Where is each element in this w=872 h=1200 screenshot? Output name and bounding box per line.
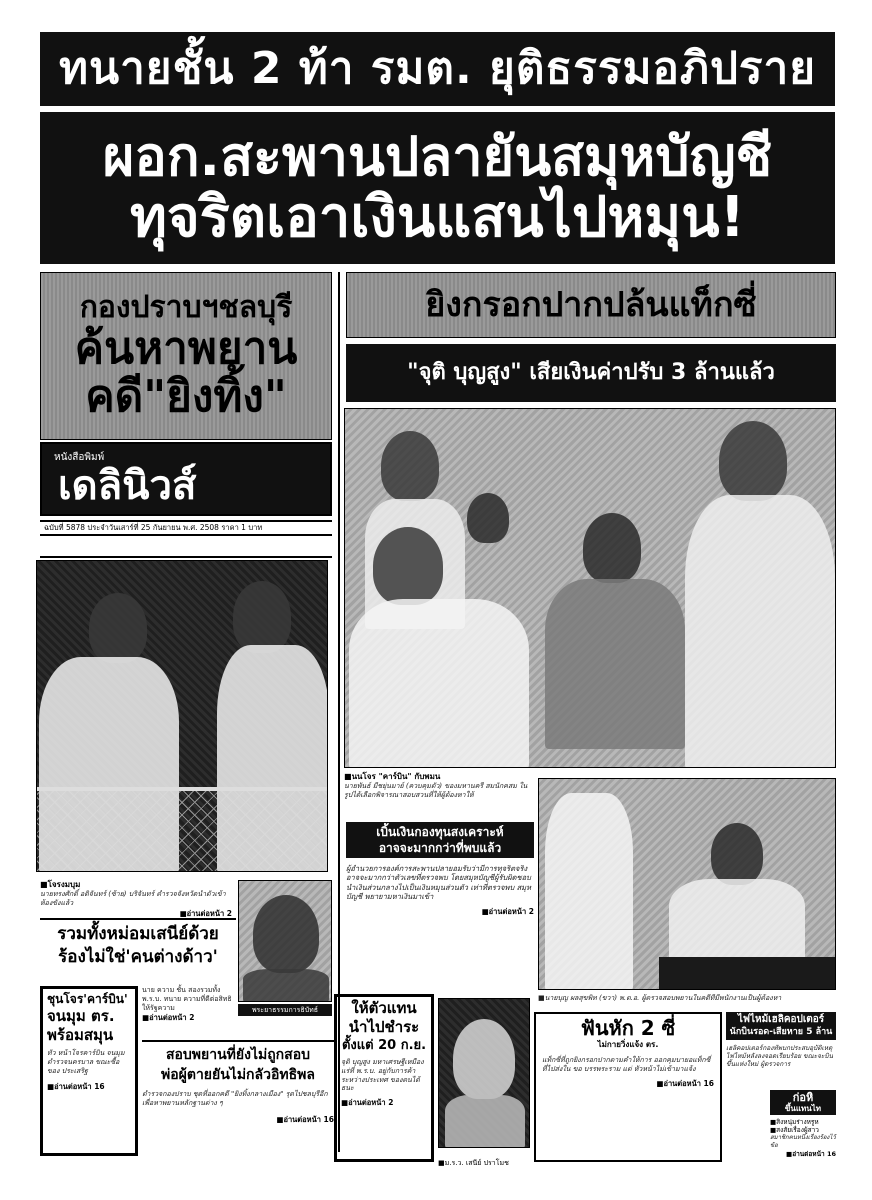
story-bottom-left-line2: พ่อผู้ตายยันไม่กลัวอิทธิพล bbox=[161, 1067, 315, 1083]
caption-left-photo bbox=[40, 880, 232, 918]
top-banner bbox=[40, 32, 835, 106]
masthead-tagline: หนังสือพิมพ์ bbox=[54, 452, 105, 463]
caption-right-photo bbox=[538, 994, 836, 1006]
column-rule bbox=[338, 272, 340, 1152]
left-banner-line2: ค้นหาพยาน bbox=[74, 323, 298, 374]
story-left-headline bbox=[40, 918, 236, 982]
index-box-title1: ก่อหิ bbox=[792, 1091, 814, 1104]
box-representative-line1: ให้ตัวแทน bbox=[351, 999, 417, 1017]
box-taxi-driver bbox=[534, 1012, 722, 1162]
index-item-2[interactable]: ■ สงสัยเรื่องผู้สาว bbox=[770, 1126, 836, 1134]
subhead-right-text: "จุติ บุญสูง" เสียเงินค่าปรับ 3 ล้านแล้ว bbox=[407, 360, 775, 385]
box-helicopter-line2: นักบินรอด-เสียหาย 5 ล้าน bbox=[729, 1027, 833, 1037]
portrait2-caption bbox=[438, 1150, 530, 1167]
story-left-body bbox=[142, 986, 236, 1036]
box-fund bbox=[346, 822, 534, 990]
story-bottom-left-line1: สอบพยานที่ยังไม่ถูกสอบ bbox=[165, 1047, 311, 1063]
index-box-header bbox=[770, 1090, 836, 1115]
box-helicopter-body: เฮลิคอปเตอร์กองทัพบกประสบอุบัติเหตุไฟไหม้หลังลงจอดเรียบร้อย ขณะจะบินขึ้นแห่งใหม่ ผู้ตรวจการ bbox=[726, 1044, 833, 1069]
portrait-seni bbox=[438, 998, 530, 1148]
box-representative-line2: นำไปชำระ bbox=[348, 1018, 420, 1036]
portrait-caption-text: พระยาธรรมการธิบัทธ์ bbox=[251, 1005, 319, 1014]
index-box-body: สมาชิกคนหนึ่งเรื่องร้องไว้ข้อ bbox=[770, 1134, 836, 1149]
story-left-headline-line2: ร้องไม่ใช่'คนต่างด้าว' bbox=[58, 947, 218, 967]
index-item-1[interactable]: ■ สิงหนุ่มร่างหรูห bbox=[770, 1118, 836, 1126]
masthead-issue-line bbox=[40, 520, 332, 536]
portrait2-caption-text: ■ ม.ร.ว. เสนีย์ ปราโมช bbox=[438, 1159, 509, 1167]
box-fund-body: ผู้อำนวยการองค์การสะพานปลายอมรับว่ามีการทุจริตจริง อาจจะมากกว่าตัวเลขที่ตรวจพบ โดยสมุหบัญชีผู้รับผิดชอบนำเงินส่วนกลางไปเป็นเงินหมุนส่วนตัว เท่าที่ตรวจพบ สมุหบัญชี พยายามหาเงินมาเข้า bbox=[346, 864, 532, 902]
story-bottom-left-body: ตำรวจกองปราบ ชุดที่ออกคดี "ยิงทิ้งกลางเมือง" รุดไปชลบุรีอีก เพื่อหาพยานหลักฐานต่าง ๆ bbox=[142, 1090, 328, 1107]
box-fund-line2: อาจจะมากกว่าที่พบแล้ว bbox=[378, 841, 502, 855]
portrait-official bbox=[238, 880, 332, 1002]
continued-p2-b[interactable]: ■ อ่านต่อหน้า 2 bbox=[142, 1012, 236, 1024]
caption-right-photo-text: ■ นายบุญ ผลสุขพิท (ขวา) พ.ต.อ. ผู้ตรวจสอบพยานในคดีที่มีพนักงานเป็นผู้ต้องหา bbox=[538, 994, 836, 1003]
box-representative-body: จุติ บุญสูง มหาเศรษฐีเหมืองแร่ที่ พ.ร.บ. อยู่กับการค้าระหว่างประเทศ ของตนได้ ธนะ bbox=[341, 1058, 424, 1093]
caption-main-photo bbox=[344, 772, 530, 820]
main-headline-line1: ผอก.สะพานปลายันสมุหบัญชี bbox=[102, 125, 773, 188]
top-banner-text: ทนายชั้น 2 ท้า รมต. ยุติธรรมอภิปราย bbox=[59, 43, 816, 94]
box-representative bbox=[334, 994, 434, 1162]
continued-p2[interactable]: ■ อ่านต่อหน้า 2 bbox=[40, 908, 232, 920]
box-bandit-body: ทัว หน้าโจรคาร์บิน จนมุมตำรวจนครบาล ขณะซื้อของ ประเสริฐ bbox=[47, 1049, 125, 1075]
caption-main-photo-title: ■ นนโจร "คาร์บิน" กับพมน bbox=[344, 772, 530, 782]
left-photo-prisoners bbox=[36, 560, 328, 872]
box-bandit-line2: จนมุม ตร. bbox=[47, 1007, 115, 1025]
right-banner-text: ยิงกรอกปากปล้นแท็กซี่ bbox=[425, 285, 757, 325]
caption-main-photo-body: นายพันธ์ มีชยุ่นมาย์ (ควบคุมตัว) ของมหานครี สมนักคสม ในรูปได้เลือกพิจารณาสอบสวนที่ให้ผู้ต้องหาให้ bbox=[344, 782, 528, 799]
masthead bbox=[40, 442, 332, 516]
continued-p16-c[interactable]: ■ อ่านต่อหน้า 16 bbox=[542, 1078, 714, 1090]
box-fund-line1: เบิ้นเงินกองทุนสงเคราะห์ bbox=[376, 825, 504, 839]
main-headline-line2: ทุจริตเอาเงินแสนไปหมุน! bbox=[129, 185, 746, 250]
box-helicopter-header bbox=[726, 1012, 836, 1040]
section-rule bbox=[40, 556, 332, 558]
main-headline bbox=[40, 112, 835, 264]
index-box bbox=[770, 1090, 836, 1164]
continued-p16-d[interactable]: ■ อ่านต่อหน้า 16 bbox=[770, 1149, 836, 1159]
left-banner-line3: คดี"ยิงทิ้ง" bbox=[85, 371, 287, 422]
box-representative-line3: ตั้งแต่ 20 ก.ย. bbox=[341, 1038, 427, 1053]
story-bottom-left bbox=[142, 1040, 334, 1160]
continued-p16-a[interactable]: ■ อ่านต่อหน้า 16 bbox=[47, 1081, 131, 1093]
box-bandit-line3: พร้อมสมุน bbox=[47, 1026, 114, 1044]
left-banner bbox=[40, 272, 332, 440]
continued-p2-c[interactable]: ■ อ่านต่อหน้า 2 bbox=[346, 906, 534, 918]
story-left-body-text: นาย ความ ชั้น สองรวมทั้ง พ.ร.บ. ทนาย ความที่ดีต่อสิทธิให้รัฐความ bbox=[142, 986, 232, 1012]
box-helicopter-line1: ไฟไหม้เฮลิคอปเตอร์ bbox=[737, 1014, 825, 1025]
right-banner bbox=[346, 272, 836, 338]
box-taxi-line1: ฟันหัก 2 ซี่ bbox=[580, 1016, 676, 1040]
box-taxi-line2: ไม่กายวิ่งแจ้ง ตร. bbox=[597, 1040, 659, 1049]
right-photo-desk bbox=[538, 778, 836, 990]
index-box-title2: ขึ้นแทนไท bbox=[784, 1104, 822, 1113]
issue-info: ฉบับที่ 5878 ประจำวันเสาร์ที่ 25 กันยายน พ.ศ. 2508 ราคา 1 บาท bbox=[44, 523, 263, 532]
box-bandit-captured bbox=[40, 986, 138, 1156]
story-left-headline-line1: รวมทั้งหม่อมเสนีย์ด้วย bbox=[57, 924, 219, 944]
masthead-logo: เดลินิวส์ bbox=[58, 462, 197, 509]
portrait-caption bbox=[238, 1004, 332, 1016]
subhead-right bbox=[346, 344, 836, 402]
continued-p16-b[interactable]: ■ อ่านต่อหน้า 16 bbox=[142, 1114, 334, 1126]
continued-p2-d[interactable]: ■ อ่านต่อหน้า 2 bbox=[341, 1097, 427, 1109]
box-bandit-line1: ชุนโจร'คาร์บิน' bbox=[47, 992, 128, 1006]
box-fund-header bbox=[346, 822, 534, 858]
box-taxi-body: แท็กซี่ที่ถูกยิงกรอกปากตามคำให้การ ออกคุมบายอแท็กซี่ ที่ไปส่งใน ขอ บรรพระราม แต่ หัวหน้าไม่เข้ามาแจ้ง bbox=[542, 1056, 711, 1073]
left-banner-line1: กองปราบฯชลบุรี bbox=[79, 290, 293, 325]
caption-left-photo-title: ■ โจรงมบุม bbox=[40, 880, 232, 890]
main-photo-suspects bbox=[344, 408, 836, 768]
caption-left-photo-body: นายทรงศักดิ์ อดิจันทร์ (ซ้าย) บริจันทร์ ตำรวจจังหวัดนำตัวเข้าห้องขังแล้ว bbox=[40, 890, 226, 907]
